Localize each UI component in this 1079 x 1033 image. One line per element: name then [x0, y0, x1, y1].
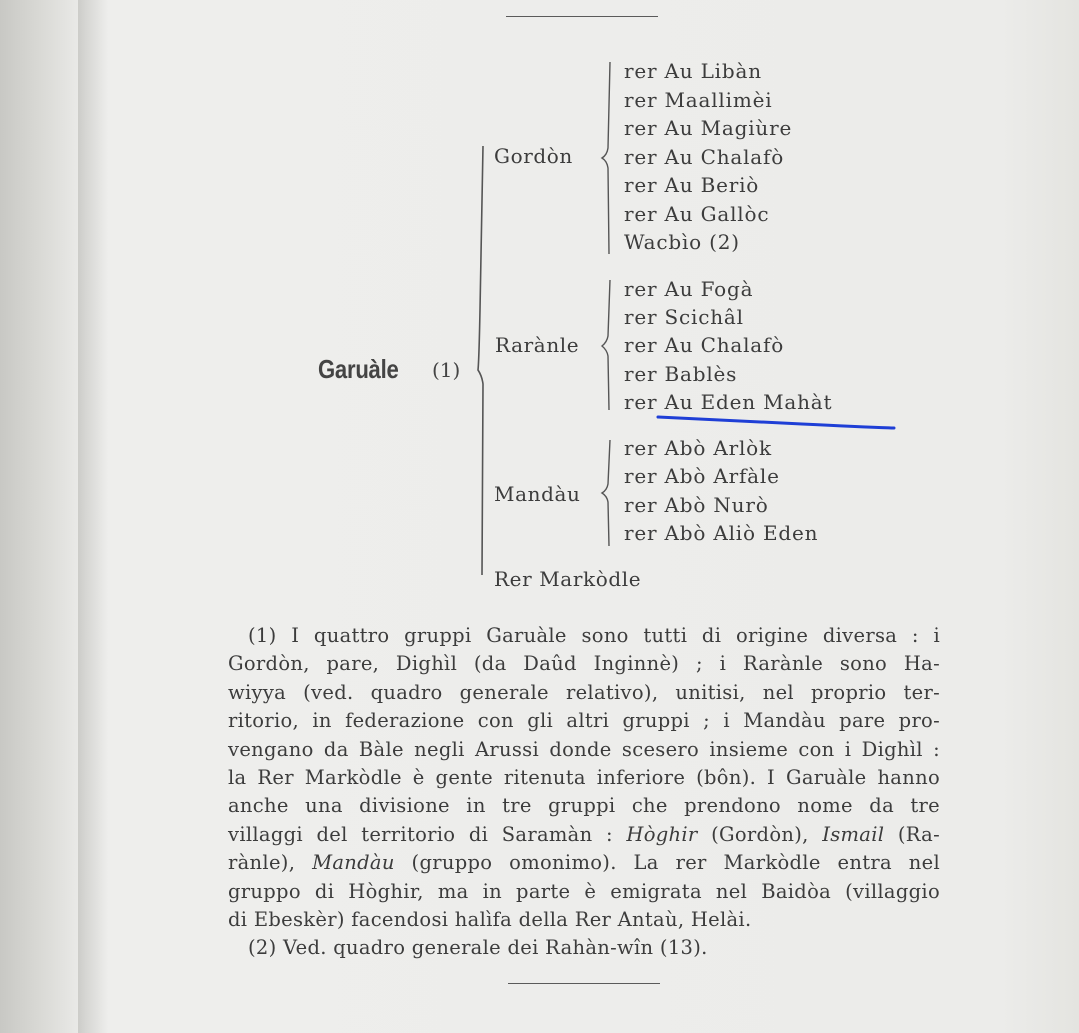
footnote-line: anche una divisione in tre gruppi che prendono nome da tre: [228, 794, 940, 818]
mandau-brace: [598, 436, 618, 552]
group-name-mandau: Mandàu: [494, 482, 581, 506]
list-item: Wacbìo (2): [624, 230, 740, 254]
list-item: rer Abò Arlòk: [624, 436, 772, 460]
binding-shadow: [78, 0, 108, 1033]
tribe-footnote-ref: (1): [432, 358, 461, 382]
list-item: rer Au Libàn: [624, 59, 762, 83]
group-name-rer-markodle: Rer Markòdle: [494, 567, 642, 591]
list-item: rer Bablès: [624, 362, 738, 386]
footnote-line: (2) Ved. quadro generale dei Rahàn-wîn (13).: [248, 936, 708, 960]
raranle-brace: [598, 276, 618, 416]
list-item: rer Au Beriò: [624, 173, 760, 197]
footnote-line: villaggi del territorio di Saramàn : Hòghir (Gordòn), Ismail (Ra-: [228, 822, 940, 846]
footnote-line: wiyya (ved. quadro generale relativo), unitisi, nel proprio ter-: [228, 680, 940, 704]
footnote-line: Gordòn, pare, Dighìl (da Daûd Inginnè) ; i Rarànle sono Ha-: [228, 652, 940, 676]
garuale-brace: [470, 50, 500, 590]
list-item: rer Abò Arfàle: [624, 464, 780, 488]
list-item: rer Maallimèi: [624, 88, 773, 112]
footnote-line: vengano da Bàle negli Arussi donde scesero insieme con i Dighìl :: [228, 737, 940, 761]
list-item: rer Abò Nurò: [624, 493, 769, 517]
group-name-gordon: Gordòn: [494, 144, 573, 168]
tribe-name: Garuàle: [318, 354, 399, 384]
bottom-rule: [508, 983, 660, 984]
list-item: rer Au Gallòc: [624, 202, 770, 226]
top-rule: [506, 16, 658, 17]
list-item: rer Au Magiùre: [624, 116, 793, 140]
footnote-line: ritorio, in federazione con gli altri gruppi ; i Mandàu pare pro-: [228, 709, 940, 733]
footnote-line: rànle), Mandàu (gruppo omonimo). La rer Markòdle entra nel: [228, 851, 941, 875]
list-item: rer Au Chalafò: [624, 145, 785, 169]
gordon-brace: [598, 58, 618, 258]
list-item: rer Abò Aliò Eden: [624, 521, 819, 545]
footnote-line: gruppo di Hòghir, ma in parte è emigrata nel Baidòa (villaggio: [228, 879, 940, 903]
footnotes: [228, 622, 940, 963]
footnote-line: la Rer Markòdle è gente ritenuta inferiore (bôn). I Garuàle hanno: [228, 765, 940, 789]
list-item: rer Scichâl: [624, 305, 744, 329]
list-item: rer Au Eden Mahàt: [624, 390, 833, 414]
ink-underline-annotation: [652, 412, 902, 434]
list-item: rer Au Fogà: [624, 277, 754, 301]
group-name-raranle: Rarànle: [495, 333, 580, 357]
list-item: rer Au Chalafò: [624, 333, 785, 357]
footnote-line: di Ebeskèr) facendosi halìfa della Rer Antaù, Helài.: [228, 907, 752, 931]
footnote-line: (1) I quattro gruppi Garuàle sono tutti di origine diversa : i: [248, 624, 940, 647]
